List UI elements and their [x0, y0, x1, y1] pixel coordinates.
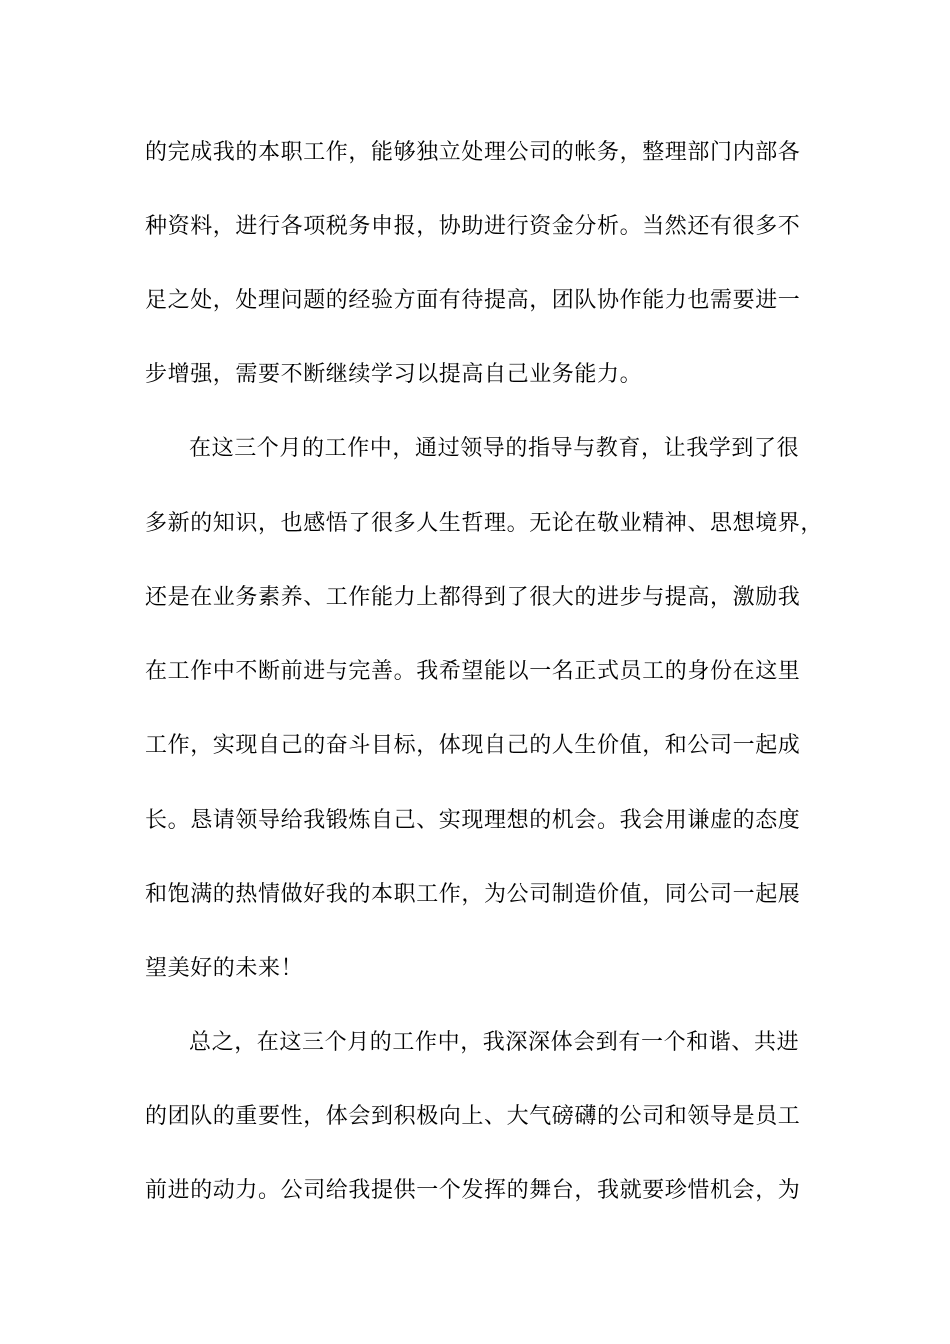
text-line: 步增强，需要不断继续学习以提高自己业务能力。 [145, 362, 643, 387]
text-line: 望美好的未来！ [145, 956, 304, 981]
text-line: 和饱满的热情做好我的本职工作，为公司制造价值，同公司一起展 [145, 882, 801, 907]
text-line: 在工作中不断前进与完善。我希望能以一名正式员工的身份在这里 [145, 659, 801, 684]
text-line: 还是在业务素养、工作能力上都得到了很大的进步与提高，激励我 [145, 585, 801, 610]
text-line: 多新的知识，也感悟了很多人生哲理。无论在敬业精神、思想境界， [145, 511, 824, 536]
text-line: 的完成我的本职工作，能够独立处理公司的帐务，整理部门内部各 [145, 140, 801, 165]
text-line: 的团队的重要性，体会到积极向上、大气磅礴的公司和领导是员工 [145, 1104, 801, 1129]
text-line: 足之处，处理问题的经验方面有待提高，团队协作能力也需要进一 [145, 288, 801, 313]
text-line: 工作，实现自己的奋斗目标，体现自己的人生价值，和公司一起成 [145, 733, 801, 758]
text-line: 种资料，进行各项税务申报，协助进行资金分析。当然还有很多不 [145, 214, 801, 239]
text-line: 前进的动力。公司给我提供一个发挥的舞台，我就要珍惜机会，为 [145, 1178, 801, 1203]
text-line: 长。恳请领导给我锻炼自己、实现理想的机会。我会用谦虚的态度 [145, 808, 801, 833]
paragraph-first-line: 总之，在这三个月的工作中，我深深体会到有一个和谐、共进 [189, 1030, 800, 1055]
paragraph-first-line: 在这三个月的工作中，通过领导的指导与教育，让我学到了很 [189, 436, 800, 461]
